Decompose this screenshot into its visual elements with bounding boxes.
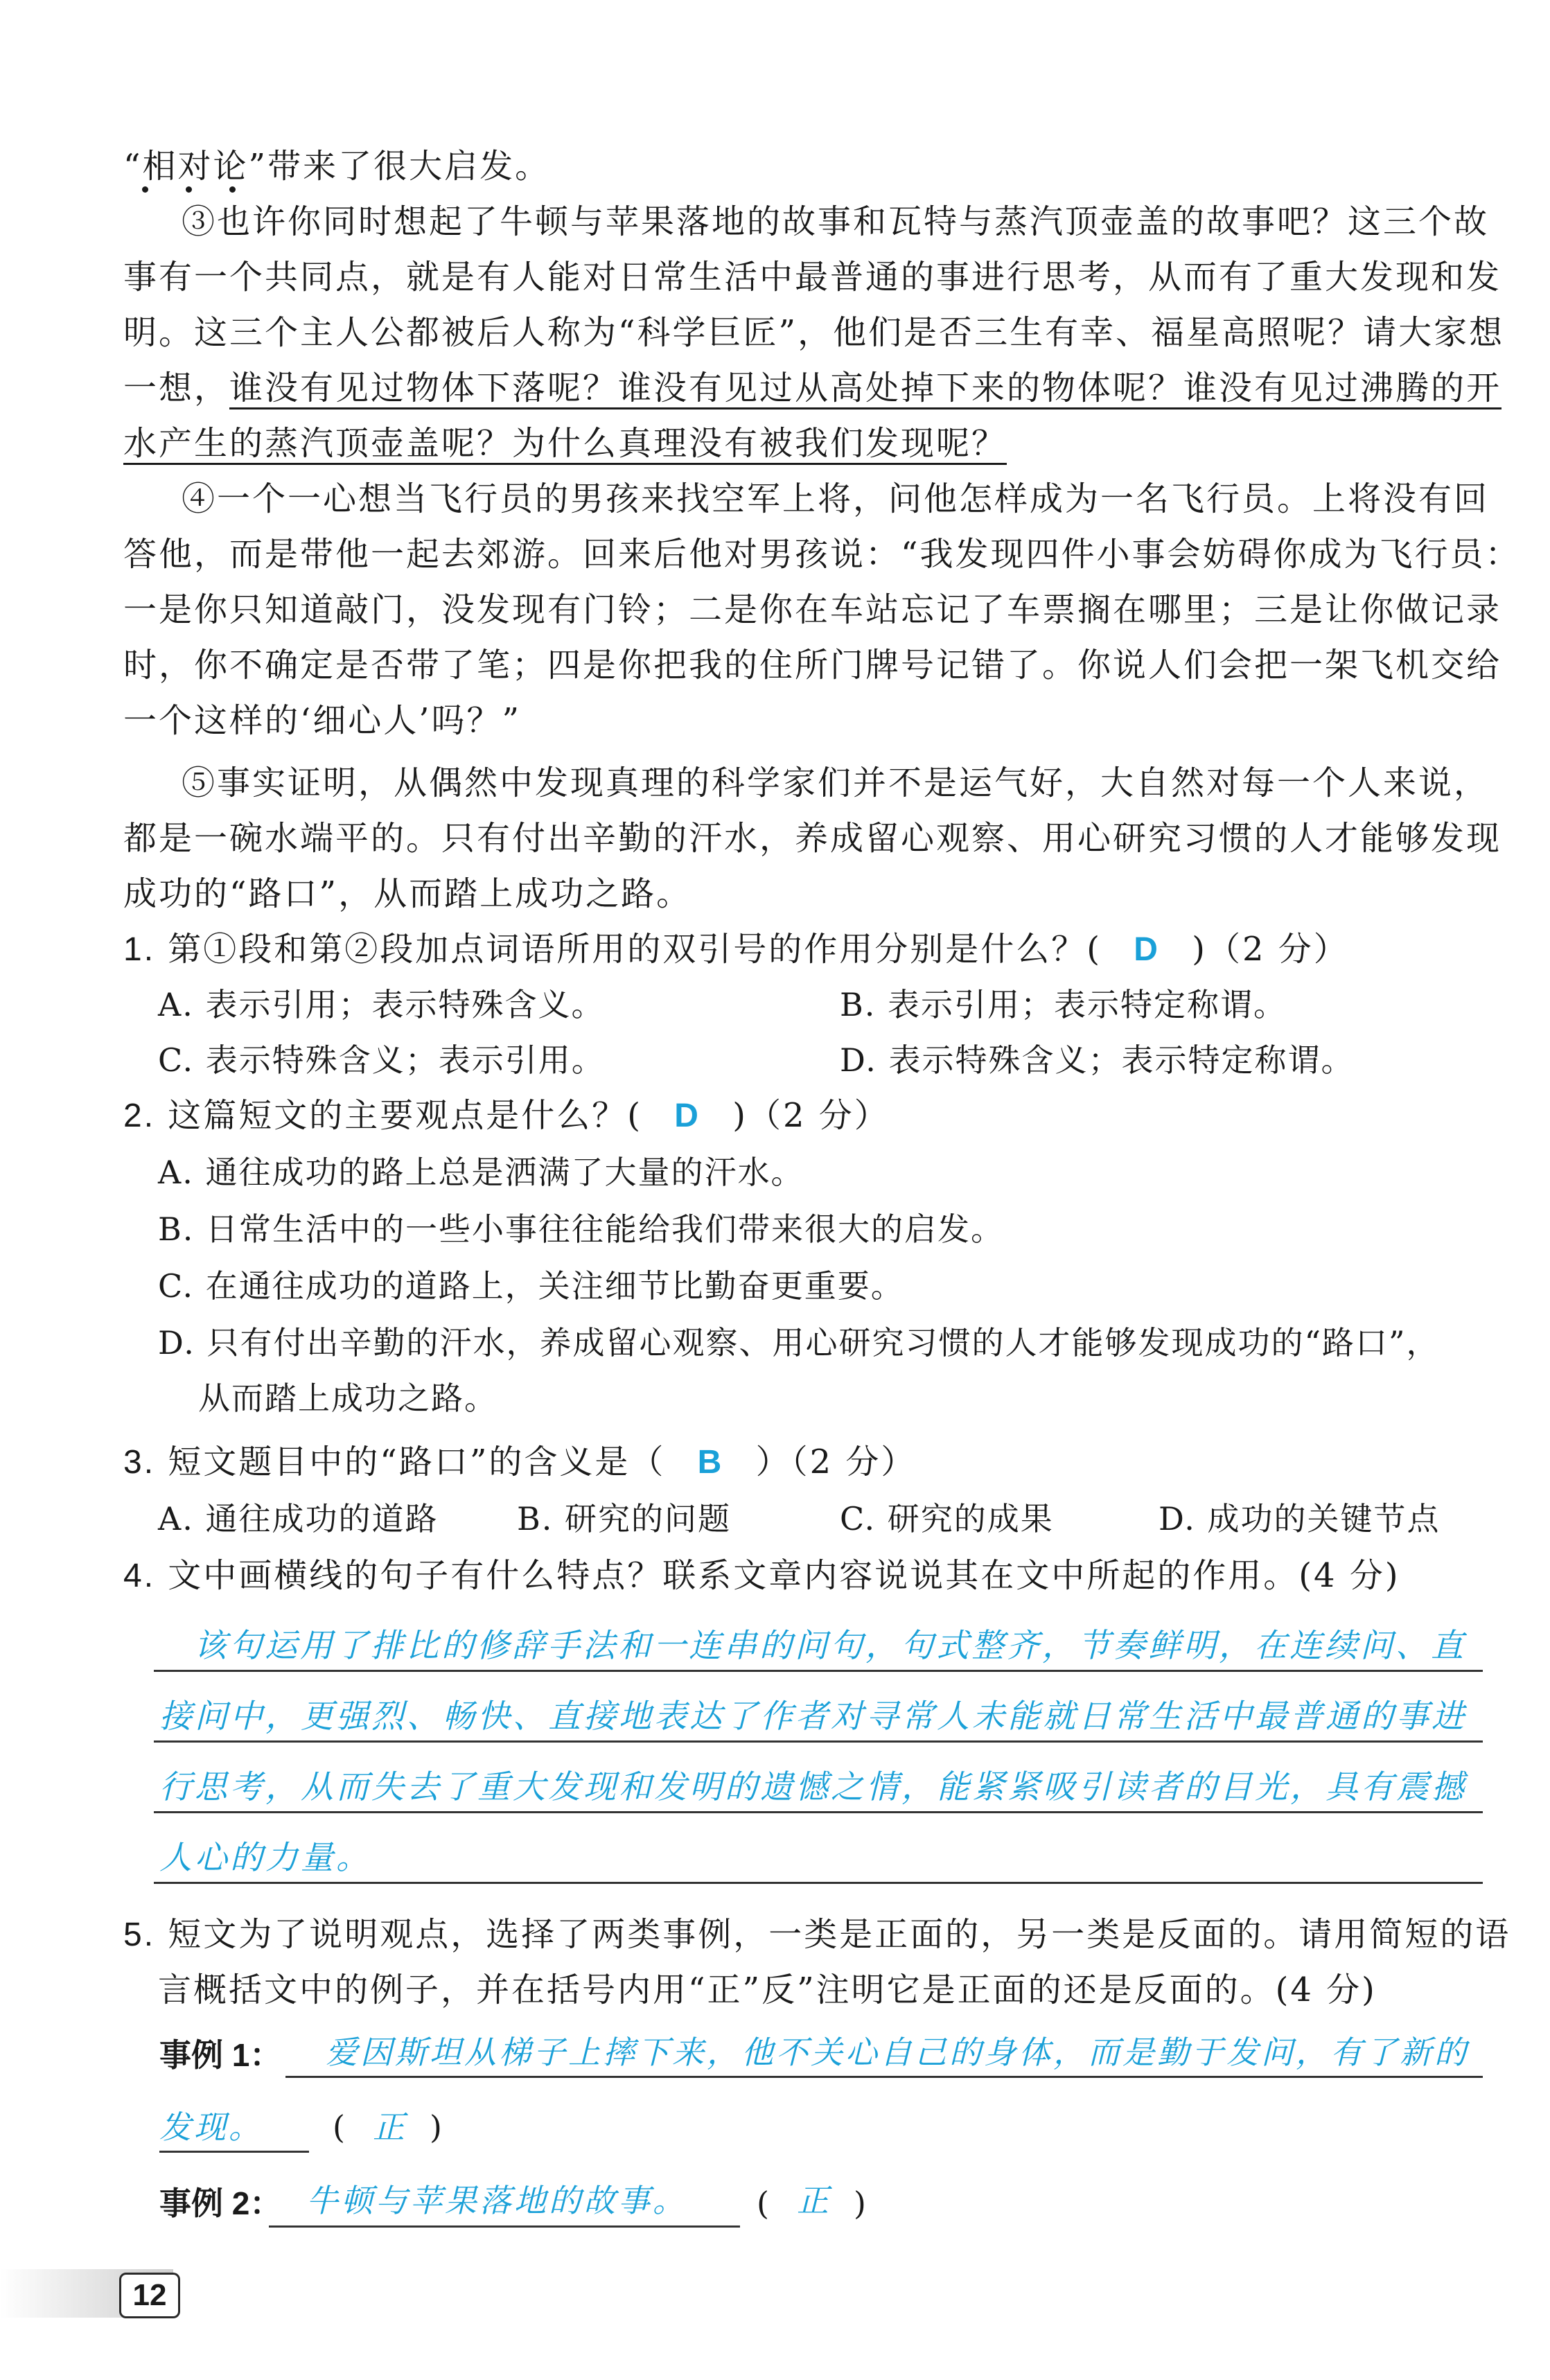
- passage-line: 成功的“路口”，从而踏上成功之路。: [123, 874, 692, 913]
- passage-text: 一想，: [123, 369, 230, 407]
- question-text: 短文为了说明观点，选择了两类事例，一类是正面的，另一类是反面的。请用简短的语: [168, 1915, 1511, 1954]
- option-c: C. 研究的成果: [840, 1500, 1054, 1537]
- example-2-answer: 牛顿与苹果落地的故事。: [306, 2182, 687, 2219]
- answer-rule: [154, 1811, 1483, 1813]
- passage-line: 明。这三个主人公都被后人称为“科学巨匠”，他们是否三生有幸、福星高照呢？请大家想: [123, 313, 1505, 352]
- question-text-continued: 言概括文中的例子，并在括号内用“正”反”注明它是正面的还是反面的。(4 分): [158, 1971, 1377, 2009]
- example-1-tag: 正: [373, 2108, 407, 2146]
- answer-line-3: 行思考，从而失去了重大发现和发明的遗憾之情，能紧紧吸引读者的目光，具有震撼: [159, 1768, 1467, 1806]
- answer-line-1: 该句运用了排比的修辞手法和一连串的问句，句式整齐，节奏鲜明，在连续问、直: [194, 1627, 1466, 1665]
- option-a: A. 通往成功的路上总是洒满了大量的汗水。: [158, 1154, 804, 1191]
- passage-line: “相对论”带来了很大启发。: [123, 147, 551, 186]
- option-b: B. 研究的问题: [517, 1500, 732, 1537]
- passage-line: ③也许你同时想起了牛顿与苹果落地的故事和瓦特与蒸汽顶壶盖的故事吧？这三个故: [182, 202, 1490, 241]
- passage-line: 答他，而是带他一起去郊游。回来后他对男孩说：“我发现四件小事会妨碍你成为飞行员：: [123, 535, 1521, 574]
- question-score: ）（2 分）: [755, 1443, 917, 1481]
- passage-line: 一个这样的‘细心人’吗？”: [123, 701, 522, 740]
- question-score: )（2 分）: [1192, 930, 1349, 969]
- question-2-stem: [123, 1088, 1481, 1144]
- paren-open: (: [333, 2108, 345, 2146]
- option-d: D. 表示特殊含义；表示特定称谓。: [840, 1041, 1355, 1079]
- question-text: 这篇短文的主要观点是什么？(: [168, 1096, 643, 1135]
- question-number: 5.: [123, 1916, 156, 1953]
- paren-close: ): [430, 2108, 442, 2146]
- option-d: D. 只有付出辛勤的汗水，养成留心观察、用心研究习惯的人才能够发现成功的“路口”，: [158, 1324, 1440, 1361]
- passage-line: 事有一个共同点，就是有人能对日常生活中最普通的事进行思考，从而有了重大发现和发: [123, 258, 1502, 297]
- emphasis-dot: [142, 186, 148, 193]
- emphasis-dot: [186, 186, 192, 193]
- emphasis-dot: [229, 186, 236, 193]
- passage-line: 时，你不确定是否带了笔；四是你把我的住所门牌号记错了。你说人们会把一架飞机交给: [123, 646, 1502, 685]
- underlined-sentence: 水产生的蒸汽顶壶盖呢？为什么真理没有被我们发现呢？: [123, 424, 1007, 465]
- page-number: 12: [119, 2273, 180, 2318]
- option-b: B. 日常生活中的一些小事往往能给我们带来很大的启发。: [158, 1210, 1005, 1248]
- question-text: 短文题目中的“路口”的含义是（: [168, 1443, 666, 1481]
- example-1-label: 事例 1：: [159, 2037, 282, 2073]
- answer-choice: D: [1134, 931, 1160, 968]
- example-1-answer-continued: 发现。: [159, 2108, 263, 2146]
- option-a: A. 表示引用；表示特殊含义。: [158, 986, 605, 1023]
- paren-open: (: [757, 2185, 769, 2222]
- passage-line: [123, 416, 1481, 471]
- passage-line: 都是一碗水端平的。只有付出辛勤的汗水，养成留心观察、用心研究习惯的人才能够发现: [123, 819, 1502, 858]
- question-score: )（2 分）: [732, 1096, 890, 1135]
- option-d: D. 成功的关键节点: [1159, 1500, 1441, 1537]
- question-text: 文中画横线的句子有什么特点？联系文章内容说说其在文中所起的作用。(4 分): [168, 1556, 1400, 1595]
- answer-rule: [285, 2076, 1483, 2078]
- passage-line: ④一个一心想当飞行员的男孩来找空军上将，问他怎样成为一名飞行员。上将没有回: [182, 479, 1490, 518]
- question-number: 2.: [123, 1098, 156, 1134]
- answer-line-2: 接问中，更强烈、畅快、直接地表达了作者对寻常人未能就日常生活中最普通的事进: [159, 1698, 1467, 1736]
- answer-rule: [269, 2225, 740, 2228]
- question-1-stem: [123, 922, 1481, 978]
- example-2-label: 事例 2：: [159, 2185, 282, 2221]
- answer-rule: [154, 1882, 1483, 1884]
- answer-choice: B: [697, 1444, 724, 1481]
- question-3-stem: [123, 1434, 1481, 1490]
- passage-line: ⑤事实证明，从偶然中发现真理的科学家们并不是运气好，大自然对每一个人来说，: [182, 764, 1490, 802]
- answer-rule: [154, 1670, 1483, 1672]
- question-4-stem: [123, 1548, 1481, 1604]
- example-2-tag: 正: [797, 2182, 831, 2219]
- option-c: C. 表示特殊含义；表示引用。: [158, 1041, 605, 1079]
- answer-choice: D: [674, 1098, 701, 1134]
- option-b: B. 表示引用；表示特定称谓。: [840, 986, 1287, 1023]
- passage-line: 一是你只知道敲门，没发现有门铃；二是你在车站忘记了车票搁在哪里；三是让你做记录: [123, 590, 1502, 629]
- question-number: 4.: [123, 1558, 156, 1594]
- question-5-stem: [123, 1907, 1511, 1963]
- question-number: 1.: [123, 931, 156, 968]
- option-d-continued: 从而踏上成功之路。: [198, 1379, 497, 1417]
- paren-close: ): [854, 2185, 866, 2222]
- example-1-answer: 爱因斯坦从梯子上摔下来，他不关心自己的身体，而是勤于发问，有了新的: [326, 2034, 1469, 2071]
- question-text: 第①段和第②段加点词语所用的双引号的作用分别是什么？(: [168, 930, 1102, 969]
- underlined-sentence: 谁没有见过物体下落呢？谁没有见过从高处掉下来的物体呢？谁没有见过沸腾的开: [229, 369, 1501, 409]
- passage-line: [123, 360, 1502, 416]
- option-c: C. 在通往成功的道路上，关注细节比勤奋更重要。: [158, 1267, 904, 1305]
- option-a: A. 通往成功的道路: [158, 1500, 439, 1537]
- answer-rule: [159, 2151, 309, 2153]
- question-number: 3.: [123, 1444, 156, 1481]
- answer-line-4: 人心的力量。: [159, 1839, 371, 1877]
- answer-rule: [154, 1740, 1483, 1743]
